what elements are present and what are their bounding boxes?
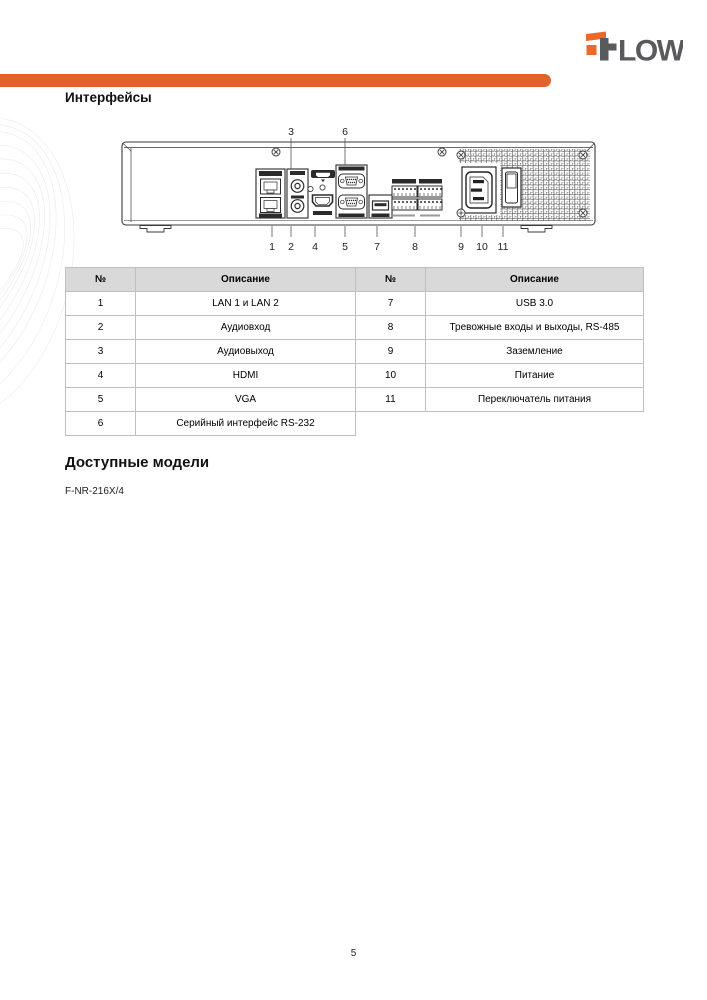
corner-screw-icon <box>579 209 587 217</box>
panel-screw-icon <box>308 186 313 191</box>
cell-number: 3 <box>66 340 136 364</box>
cell-description <box>426 412 644 436</box>
table-row <box>66 292 644 316</box>
callout-number: 7 <box>374 241 380 253</box>
power-switch <box>502 168 521 207</box>
table-row <box>66 412 644 436</box>
callout-number: 11 <box>497 241 509 253</box>
callout-number: 4 <box>312 241 318 253</box>
logo-letters: LOW <box>618 34 683 64</box>
table-row <box>66 340 644 364</box>
table-row <box>66 388 644 412</box>
callout-number: 5 <box>342 241 348 253</box>
accent-bar <box>0 74 551 87</box>
callout-number: 6 <box>342 126 348 138</box>
power-inlet <box>458 163 500 215</box>
model-name: F-NR-216X/4 <box>65 486 124 497</box>
cell-description: USB 3.0 <box>426 292 644 316</box>
header-description: Описание <box>426 268 644 292</box>
logo-orange-square <box>587 45 597 55</box>
lan-ports <box>256 169 285 218</box>
logo-f-arm <box>600 44 617 51</box>
cell-number: 9 <box>356 340 426 364</box>
top-screw-icon <box>438 148 446 156</box>
table-header-row <box>66 268 644 292</box>
interfaces-table <box>65 267 644 436</box>
cell-description: Питание <box>426 364 644 388</box>
header-number: № <box>66 268 136 292</box>
header-description: Описание <box>136 268 356 292</box>
cell-number <box>356 412 426 436</box>
rs232-connector <box>339 174 365 188</box>
right-foot <box>521 226 552 233</box>
cell-description: Аудиовход <box>136 316 356 340</box>
vga-connector <box>339 195 365 209</box>
cell-number: 4 <box>66 364 136 388</box>
top-screw-icon <box>272 148 280 156</box>
callout-number: 1 <box>269 241 275 253</box>
cell-number: 2 <box>66 316 136 340</box>
callout-number: 10 <box>476 241 488 253</box>
cell-description: VGA <box>136 388 356 412</box>
section-title-models: Доступные модели <box>65 454 210 471</box>
cell-number: 8 <box>356 316 426 340</box>
header-number: № <box>356 268 426 292</box>
cell-number: 10 <box>356 364 426 388</box>
cell-number: 5 <box>66 388 136 412</box>
flow-logo-graphic <box>586 30 683 64</box>
cell-description: Серийный интерфейс RS-232 <box>136 412 356 436</box>
left-foot <box>140 226 171 233</box>
rear-panel-diagram <box>110 118 610 258</box>
cell-description: Аудиовыход <box>136 340 356 364</box>
usb-port <box>369 195 392 218</box>
cell-description: LAN 1 и LAN 2 <box>136 292 356 316</box>
callout-number: 8 <box>412 241 418 253</box>
cell-number: 7 <box>356 292 426 316</box>
corner-screw-icon <box>579 151 587 159</box>
callout-number: 2 <box>288 241 294 253</box>
page-number: 5 <box>350 948 357 959</box>
cell-number: 11 <box>356 388 426 412</box>
callout-number: 3 <box>288 126 294 138</box>
cell-description: Заземление <box>426 340 644 364</box>
cell-number: 6 <box>66 412 136 436</box>
serial-vga-ports <box>336 165 367 218</box>
section-title-interfaces: Интерфейсы <box>65 90 152 105</box>
callout-number: 9 <box>458 241 464 253</box>
audio-jacks <box>287 169 308 218</box>
cell-description: Переключатель питания <box>426 388 644 412</box>
cell-description: HDMI <box>136 364 356 388</box>
ground-screw-icon <box>457 209 465 217</box>
table-row <box>66 364 644 388</box>
cell-number: 1 <box>66 292 136 316</box>
corner-screw-icon <box>457 151 465 159</box>
table-row <box>66 316 644 340</box>
cell-description: Тревожные входы и выходы, RS-485 <box>426 316 644 340</box>
brand-logo <box>586 30 683 69</box>
